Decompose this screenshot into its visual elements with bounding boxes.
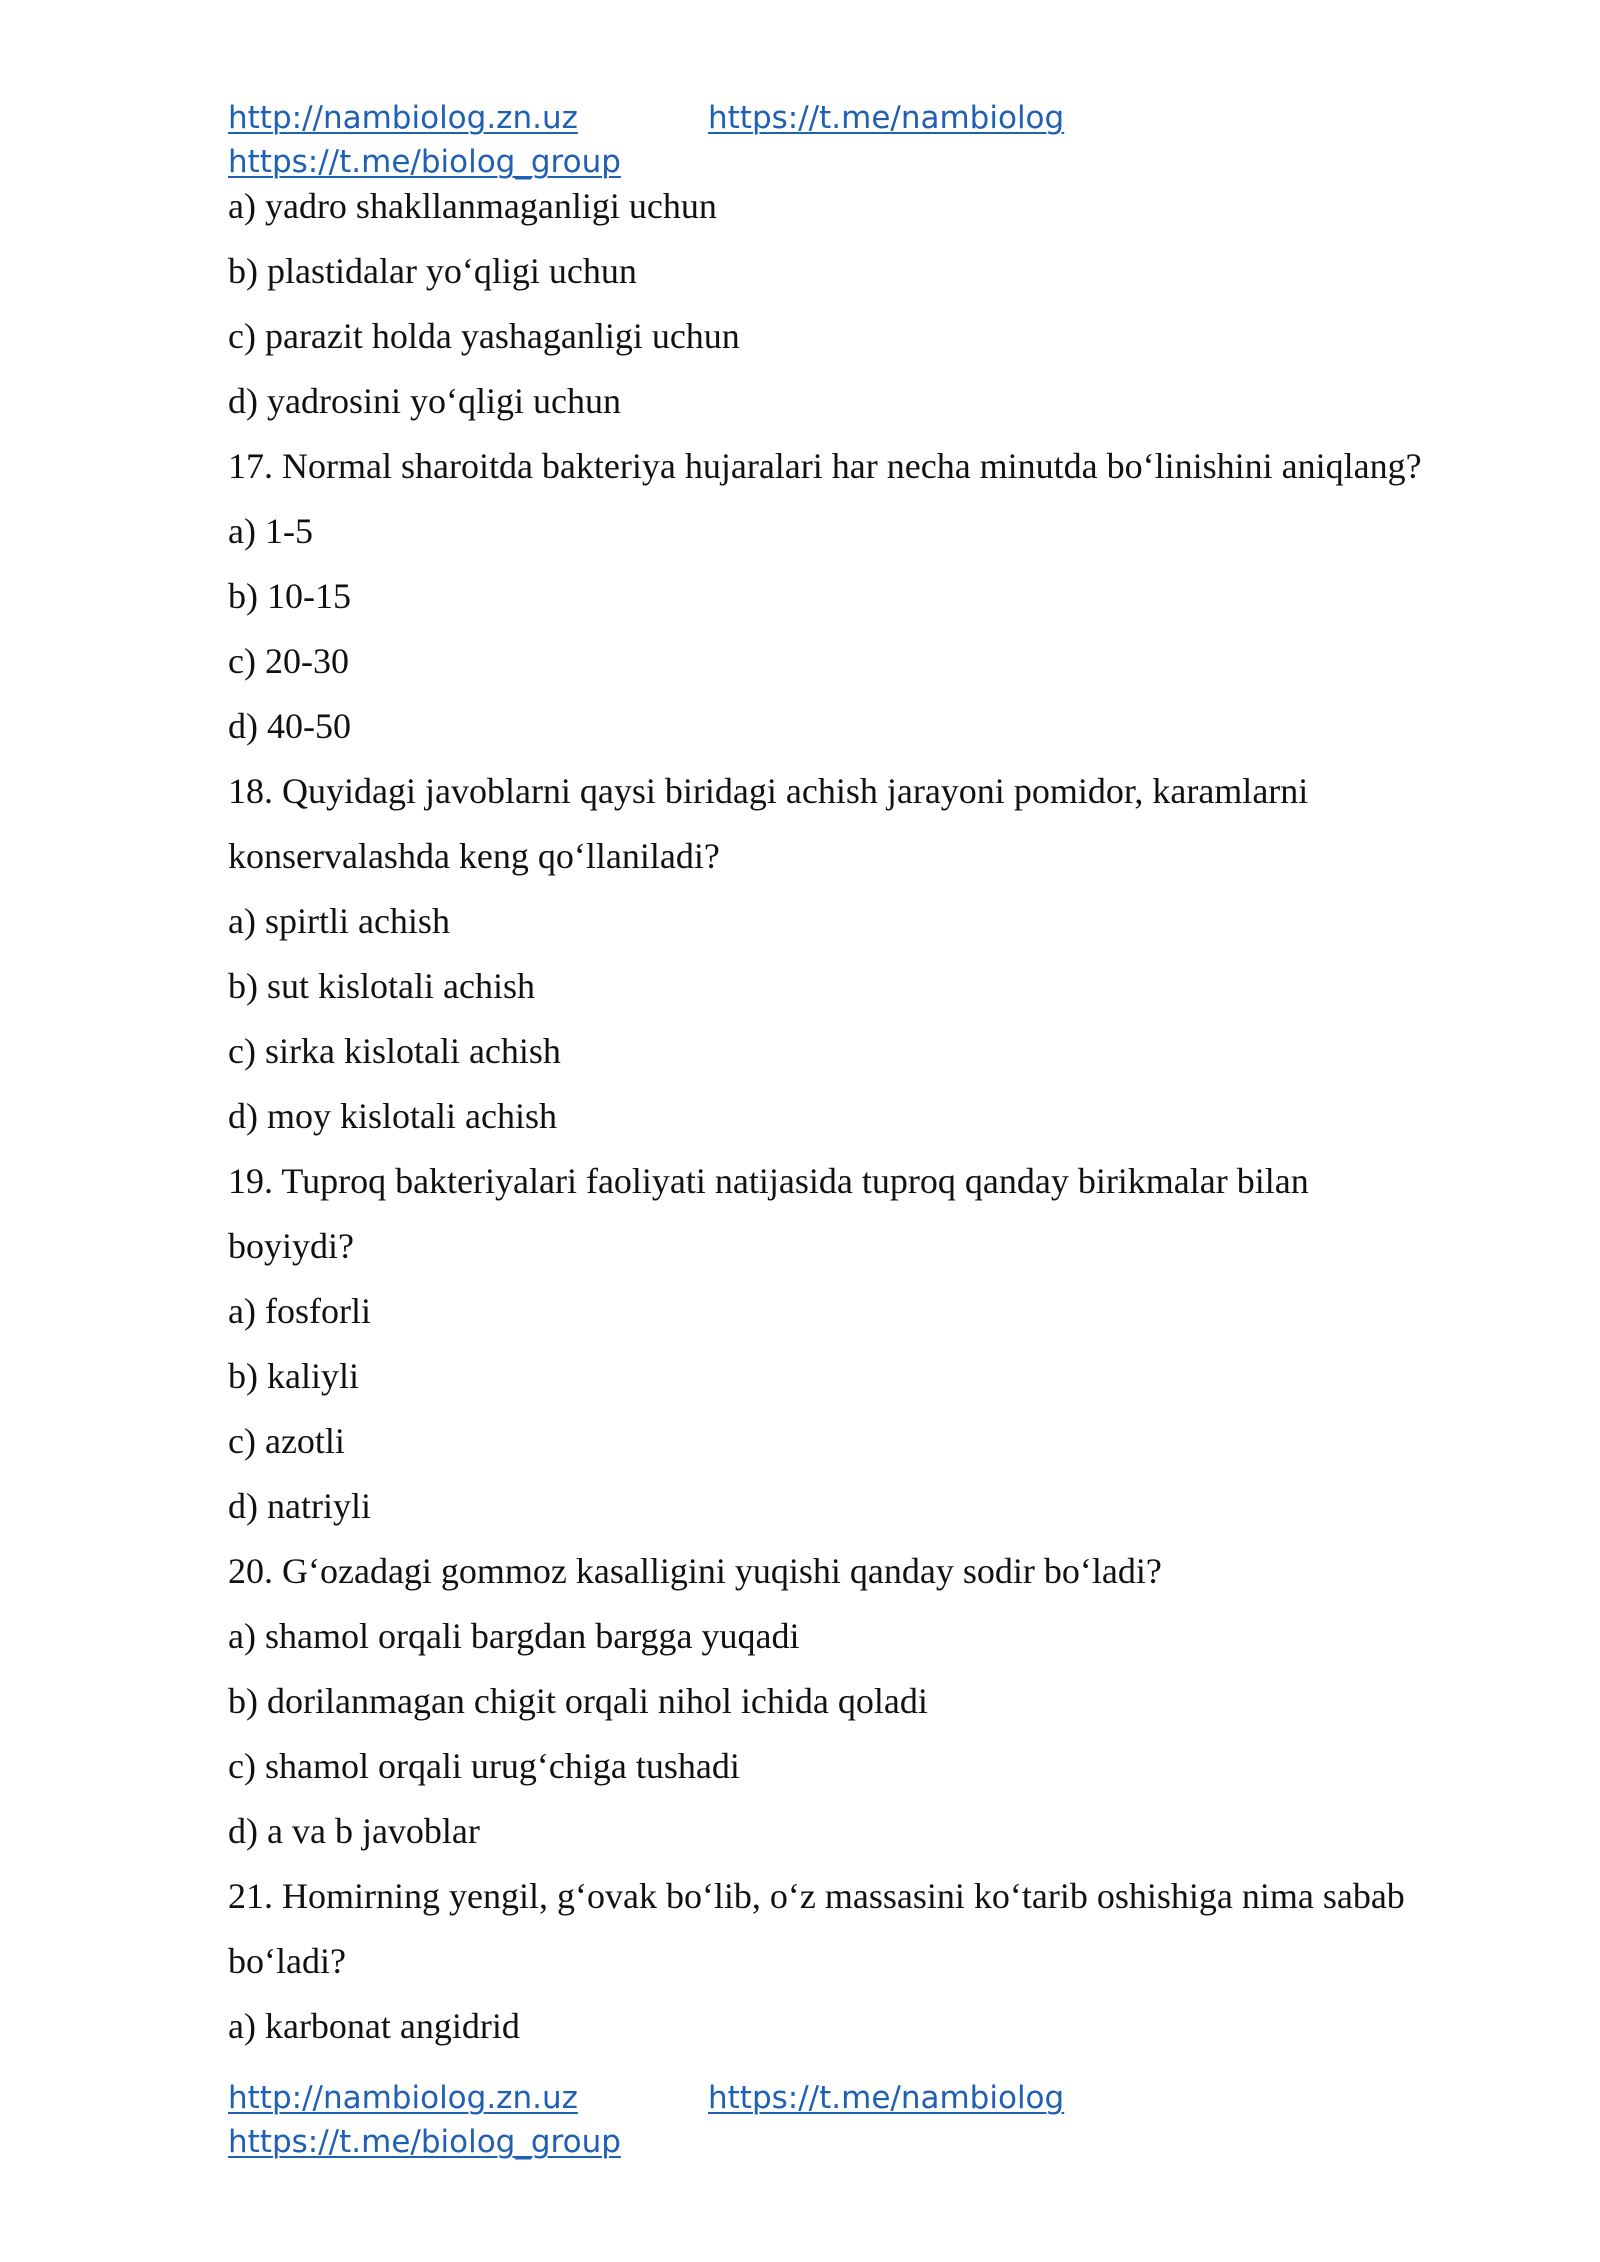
question-19: 19. Tuproq bakteriyalari faoliyati natijasida tuproq qanday birikmalar bilan [228,1161,1309,1201]
footer-link-row-2 [228,2120,1378,2164]
answer-line: d) yadrosini yo‘qligi uchun [228,381,621,421]
answer-line: a) 1-5 [228,511,313,551]
question-21: 21. Homirning yengil, g‘ovak bo‘lib, o‘z massasini ko‘tarib oshishiga nima sabab [228,1876,1405,1916]
header-link-row [228,96,1378,140]
page-footer [228,2076,1378,2164]
answer-line: c) sirka kislotali achish [228,1031,561,1071]
answer-line: d) 40-50 [228,706,351,746]
page-header [228,96,1378,184]
question-19-continued: boyiydi? [228,1226,354,1266]
answer-line: a) shamol orqali bargdan bargga yuqadi [228,1616,800,1656]
question-18: 18. Quyidagi javoblarni qaysi biridagi achish jarayoni pomidor, karamlarni [228,771,1309,811]
question-17: 17. Normal sharoitda bakteriya hujaralari har necha minutda bo‘linishini aniqlang? [228,446,1422,486]
footer-link-row [228,2076,1378,2120]
answer-line: b) 10-15 [228,576,351,616]
answer-line: c) azotli [228,1421,345,1461]
answer-line: b) sut kislotali achish [228,966,535,1006]
header-group-link[interactable]: https://t.me/biolog_group [228,144,621,180]
answer-line: b) plastidalar yo‘qligi uchun [228,251,637,291]
footer-group-link[interactable]: https://t.me/biolog_group [228,2124,621,2160]
answer-line: d) a va b javoblar [228,1811,480,1851]
question-18-continued: konservalashda keng qo‘llaniladi? [228,836,720,876]
answer-line: d) moy kislotali achish [228,1096,557,1136]
footer-channel-link[interactable]: https://t.me/nambiolog [708,2080,1065,2116]
answer-line: a) spirtli achish [228,901,450,941]
question-21-continued: bo‘ladi? [228,1941,346,1981]
answer-line: b) dorilanmagan chigit orqali nihol ichida qoladi [228,1681,928,1721]
answer-line: b) kaliyli [228,1356,359,1396]
answer-line: a) karbonat angidrid [228,2006,520,2046]
header-link-row-2 [228,140,1378,184]
answer-line: d) natriyli [228,1486,371,1526]
answer-line: c) parazit holda yashaganligi uchun [228,316,740,356]
quiz-content [228,184,1488,2069]
header-channel-link[interactable]: https://t.me/nambiolog [708,100,1065,136]
header-site-link[interactable]: http://nambiolog.zn.uz [228,100,578,136]
answer-line: c) 20-30 [228,641,349,681]
question-20: 20. G‘ozadagi gommoz kasalligini yuqishi qanday sodir bo‘ladi? [228,1551,1162,1591]
footer-site-link[interactable]: http://nambiolog.zn.uz [228,2080,578,2116]
answer-line: a) fosforli [228,1291,371,1331]
answer-line: a) yadro shakllanmaganligi uchun [228,186,717,226]
answer-line: c) shamol orqali urug‘chiga tushadi [228,1746,740,1786]
